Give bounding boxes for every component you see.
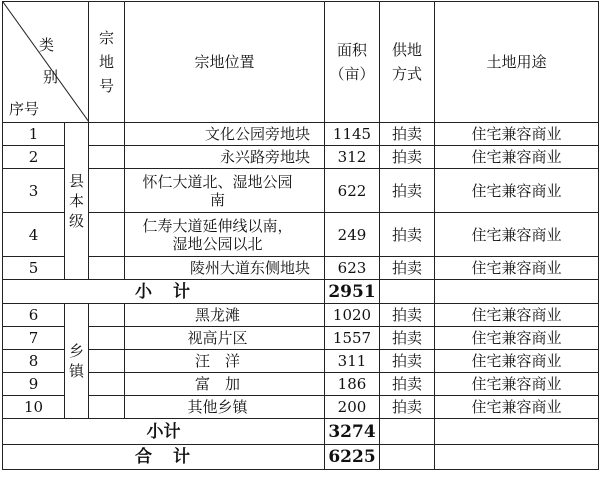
parcel-no-cell bbox=[89, 373, 125, 396]
table-row bbox=[3, 304, 599, 327]
area-cell: 186 bbox=[325, 373, 380, 396]
area-cell: 622 bbox=[325, 169, 380, 213]
use-cell: 住宅兼容商业 bbox=[435, 169, 599, 213]
location-cell: 视高片区 bbox=[125, 327, 325, 350]
header-area: 面积 （亩） bbox=[325, 2, 380, 123]
header-location: 宗地位置 bbox=[125, 2, 325, 123]
table-row bbox=[3, 123, 599, 146]
location-cell: 黑龙滩 bbox=[125, 304, 325, 327]
area-cell: 1145 bbox=[325, 123, 380, 146]
row-no: 4 bbox=[3, 213, 65, 257]
parcel-no-cell bbox=[89, 169, 125, 213]
use-cell: 住宅兼容商业 bbox=[435, 213, 599, 257]
row-no: 5 bbox=[3, 257, 65, 280]
table-row bbox=[3, 257, 599, 280]
header-parcel-no: 宗 地 号 bbox=[89, 2, 125, 123]
subtotal-label: 小 计 bbox=[3, 280, 325, 304]
row-no: 3 bbox=[3, 169, 65, 213]
area-cell: 311 bbox=[325, 350, 380, 373]
table-row bbox=[3, 327, 599, 350]
parcel-no-cell bbox=[89, 123, 125, 146]
area-cell: 200 bbox=[325, 396, 380, 419]
empty-cell bbox=[435, 445, 599, 470]
location-cell: 仁寿大道延伸线以南， 湿地公园以北 bbox=[125, 213, 325, 257]
row-no: 2 bbox=[3, 146, 65, 169]
parcel-no-cell bbox=[89, 213, 125, 257]
use-cell: 住宅兼容商业 bbox=[435, 146, 599, 169]
table-row bbox=[3, 373, 599, 396]
location-cell: 怀仁大道北、湿地公园 南 bbox=[125, 169, 325, 213]
township-subtotal-row bbox=[3, 419, 599, 445]
header-category-label-2: 别 bbox=[43, 68, 59, 86]
area-cell: 312 bbox=[325, 146, 380, 169]
diagonal-header-cell bbox=[3, 2, 89, 123]
row-no: 1 bbox=[3, 123, 65, 146]
group-county-label: 县 本 级 bbox=[65, 123, 89, 280]
header-category-label: 类 bbox=[39, 36, 55, 54]
supply-cell: 拍卖 bbox=[380, 169, 435, 213]
area-cell: 1557 bbox=[325, 327, 380, 350]
row-no: 8 bbox=[3, 350, 65, 373]
location-cell: 汪 洋 bbox=[125, 350, 325, 373]
supply-cell: 拍卖 bbox=[380, 373, 435, 396]
table-row bbox=[3, 169, 599, 213]
parcel-no-cell bbox=[89, 146, 125, 169]
area-cell: 1020 bbox=[325, 304, 380, 327]
row-no: 9 bbox=[3, 373, 65, 396]
supply-cell: 拍卖 bbox=[380, 327, 435, 350]
parcel-no-cell bbox=[89, 327, 125, 350]
location-cell: 其他乡镇 bbox=[125, 396, 325, 419]
empty-cell bbox=[435, 419, 599, 445]
table-row bbox=[3, 146, 599, 169]
empty-cell bbox=[380, 419, 435, 445]
use-cell: 住宅兼容商业 bbox=[435, 304, 599, 327]
use-cell: 住宅兼容商业 bbox=[435, 396, 599, 419]
subtotal-area: 2951 bbox=[325, 280, 380, 304]
grand-total-area: 6225 bbox=[325, 445, 380, 470]
location-cell: 永兴路旁地块 bbox=[125, 146, 325, 169]
supply-cell: 拍卖 bbox=[380, 257, 435, 280]
supply-cell: 拍卖 bbox=[380, 146, 435, 169]
header-supply-method: 供地 方式 bbox=[380, 2, 435, 123]
group-township-label: 乡 镇 bbox=[65, 304, 89, 419]
area-cell: 623 bbox=[325, 257, 380, 280]
grand-total-label: 合 计 bbox=[3, 445, 325, 470]
table-row bbox=[3, 396, 599, 419]
row-no: 6 bbox=[3, 304, 65, 327]
location-cell: 文化公园旁地块 bbox=[125, 123, 325, 146]
supply-cell: 拍卖 bbox=[380, 350, 435, 373]
use-cell: 住宅兼容商业 bbox=[435, 257, 599, 280]
empty-cell bbox=[380, 445, 435, 470]
county-subtotal-row bbox=[3, 280, 599, 304]
land-supply-table bbox=[2, 1, 599, 470]
grand-total-row bbox=[3, 445, 599, 470]
parcel-no-cell bbox=[89, 350, 125, 373]
use-cell: 住宅兼容商业 bbox=[435, 350, 599, 373]
subtotal-label: 小计 bbox=[3, 419, 325, 445]
table-row bbox=[3, 350, 599, 373]
empty-cell bbox=[380, 280, 435, 304]
subtotal-area: 3274 bbox=[325, 419, 380, 445]
empty-cell bbox=[435, 280, 599, 304]
supply-cell: 拍卖 bbox=[380, 213, 435, 257]
parcel-no-cell bbox=[89, 257, 125, 280]
row-no: 10 bbox=[3, 396, 65, 419]
area-cell: 249 bbox=[325, 213, 380, 257]
parcel-no-cell bbox=[89, 396, 125, 419]
header-land-use: 土地用途 bbox=[435, 2, 599, 123]
use-cell: 住宅兼容商业 bbox=[435, 123, 599, 146]
table-row bbox=[3, 213, 599, 257]
use-cell: 住宅兼容商业 bbox=[435, 373, 599, 396]
location-cell: 富 加 bbox=[125, 373, 325, 396]
use-cell: 住宅兼容商业 bbox=[435, 327, 599, 350]
parcel-no-cell bbox=[89, 304, 125, 327]
location-cell: 陵州大道东侧地块 bbox=[125, 257, 325, 280]
supply-cell: 拍卖 bbox=[380, 396, 435, 419]
supply-cell: 拍卖 bbox=[380, 123, 435, 146]
header-seq-label: 序号 bbox=[9, 100, 40, 118]
row-no: 7 bbox=[3, 327, 65, 350]
header-row bbox=[3, 2, 599, 123]
supply-cell: 拍卖 bbox=[380, 304, 435, 327]
